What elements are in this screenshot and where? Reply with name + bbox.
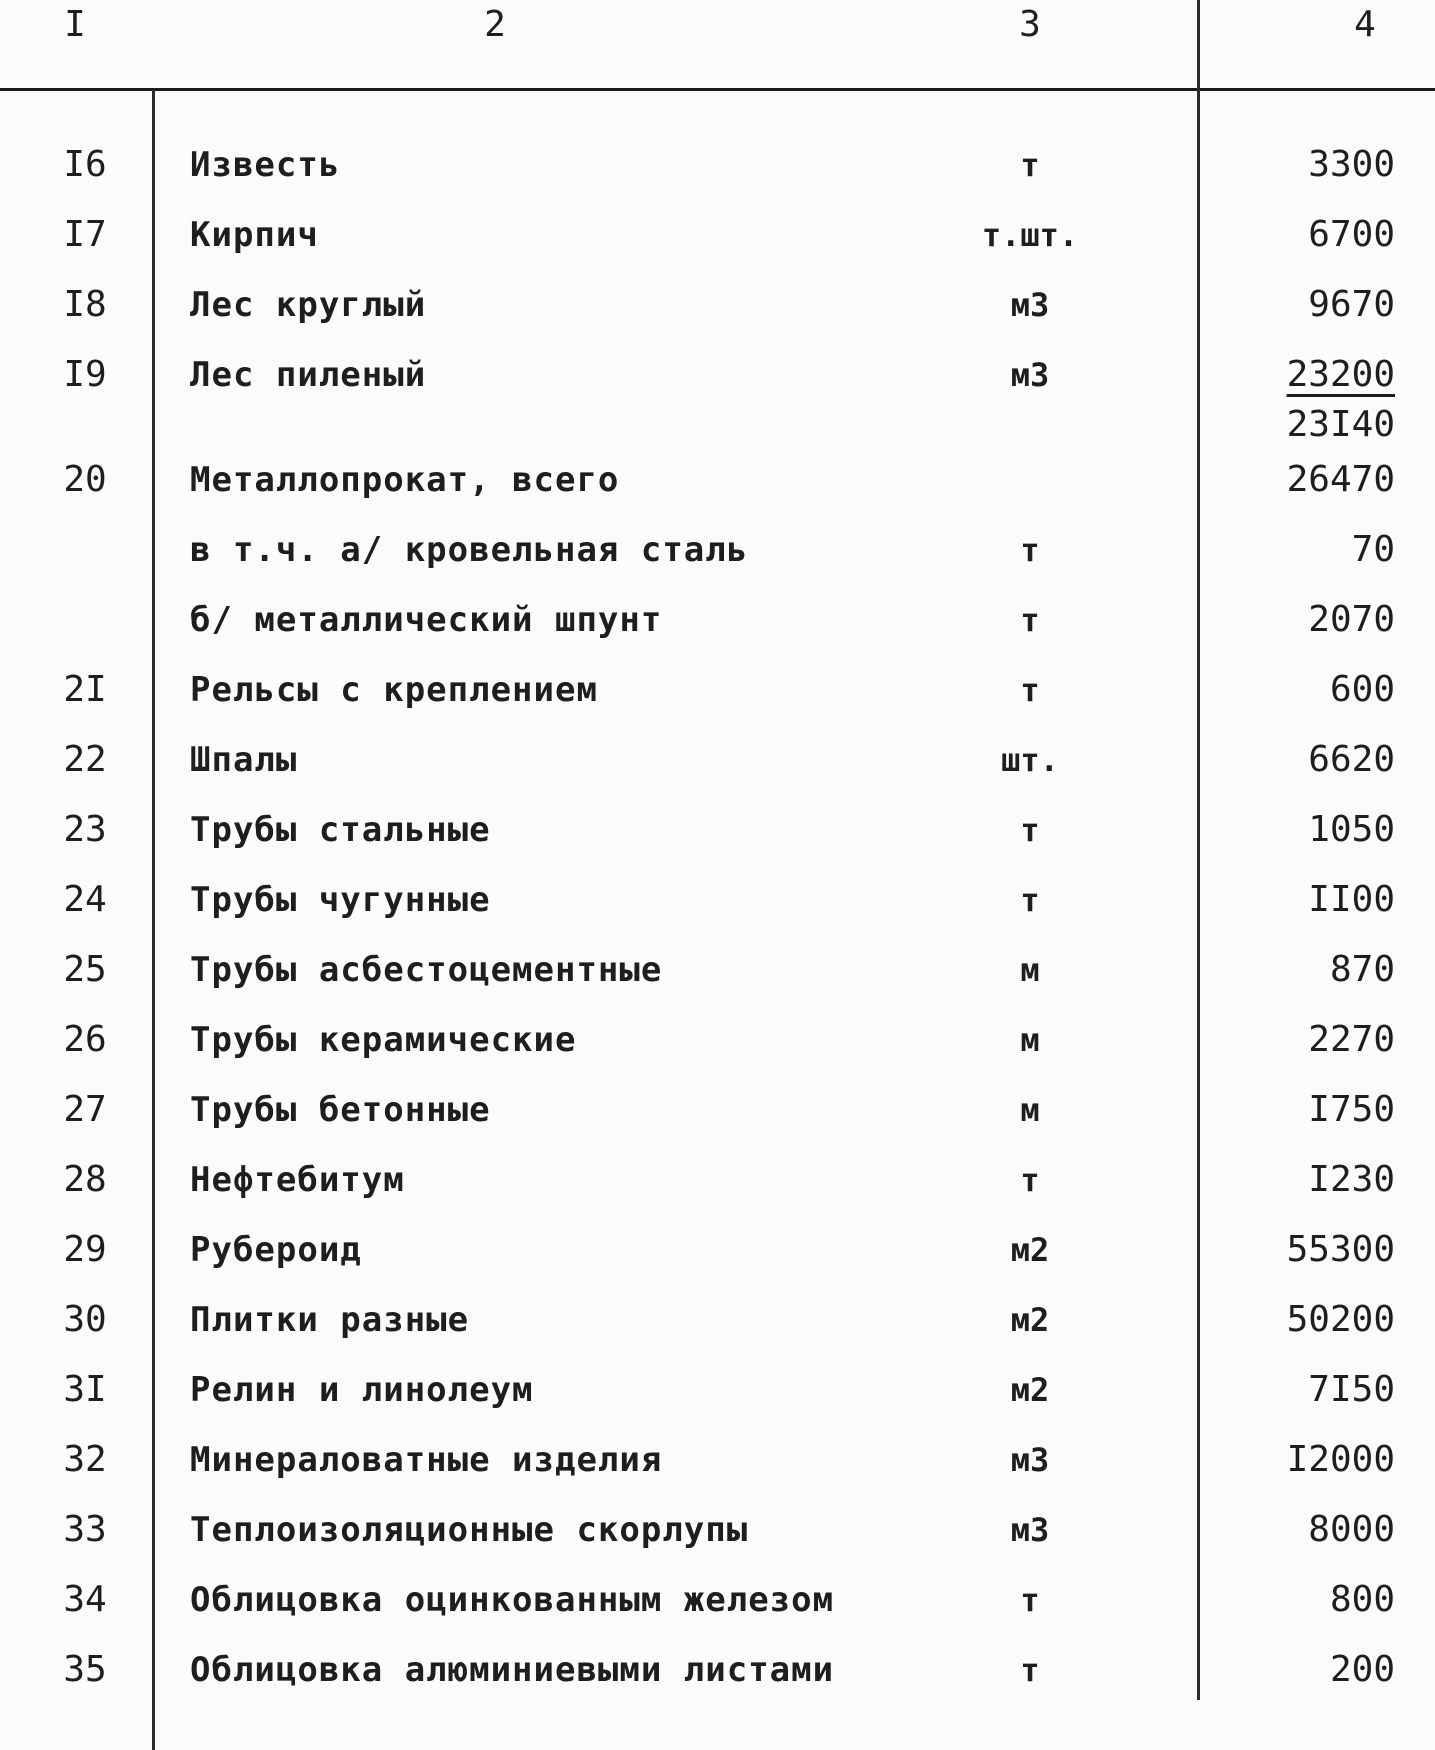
item-name: Трубы бетонные: [190, 1090, 491, 1130]
item-name: Облицовка оцинкованным железом: [190, 1580, 835, 1620]
item-name: Металлопрокат, всего: [190, 460, 620, 500]
unit: т: [1020, 146, 1040, 184]
row-number: 33: [63, 1509, 107, 1550]
item-name: Трубы асбестоцементные: [190, 950, 663, 990]
quantity: 50200: [1286, 1299, 1395, 1340]
quantity: I230: [1308, 1159, 1395, 1200]
row-number: 27: [63, 1089, 107, 1130]
quantity: 9670: [1308, 284, 1395, 325]
row-number: 24: [63, 879, 107, 920]
header-rule: [0, 88, 1435, 91]
row-number: I6: [63, 144, 107, 185]
row-number: I8: [63, 284, 107, 325]
unit: м3: [1010, 286, 1050, 324]
item-name: Плитки разные: [190, 1300, 470, 1340]
table-row: [0, 1220, 1435, 1280]
unit: м2: [1010, 1231, 1050, 1269]
quantity: 70: [1351, 529, 1395, 570]
row-number: 30: [63, 1299, 107, 1340]
table-row: [0, 135, 1435, 195]
item-name: в т.ч. а/ кровельная сталь: [190, 530, 749, 570]
row-number: 29: [63, 1229, 107, 1270]
quantity: 6620: [1308, 739, 1395, 780]
item-name: Релин и линолеум: [190, 1370, 534, 1410]
quantity: I750: [1308, 1089, 1395, 1130]
header-col-1: I: [64, 4, 86, 45]
row-number: 2I: [63, 669, 107, 710]
table-row: [0, 1010, 1435, 1070]
item-name: Облицовка алюминиевыми листами: [190, 1650, 835, 1690]
quantity: 800: [1329, 1579, 1395, 1620]
quantity: 3300: [1308, 144, 1395, 185]
table-row: [0, 1640, 1435, 1700]
row-number: 22: [63, 739, 107, 780]
table-row: [0, 660, 1435, 720]
unit: м: [1020, 951, 1040, 989]
item-name: б/ металлический шпунт: [190, 600, 663, 640]
unit: м3: [1010, 1511, 1050, 1549]
table-row: [0, 1360, 1435, 1420]
table-row: [0, 1430, 1435, 1490]
row-number: I7: [63, 214, 107, 255]
item-name: Трубы керамические: [190, 1020, 577, 1060]
unit: шт.: [1001, 741, 1059, 779]
quantity: 2070: [1308, 599, 1395, 640]
header-col-2: 2: [484, 4, 506, 45]
quantity: 55300: [1286, 1229, 1395, 1270]
item-name: Лес пиленый: [190, 355, 427, 395]
header-col-3: 3: [1019, 4, 1041, 45]
unit: м: [1020, 1091, 1040, 1129]
table-row: [0, 1150, 1435, 1210]
row-number: 28: [63, 1159, 107, 1200]
quantity: 26470: [1286, 459, 1395, 500]
item-name: Рубероид: [190, 1230, 362, 1270]
item-name: Рельсы с креплением: [190, 670, 598, 710]
row-number: 34: [63, 1579, 107, 1620]
unit: м: [1020, 1021, 1040, 1059]
table-row: [0, 520, 1435, 580]
item-name: Нефтебитум: [190, 1160, 405, 1200]
row-number: 35: [63, 1649, 107, 1690]
unit: т: [1020, 1581, 1040, 1619]
table-row: [0, 1290, 1435, 1350]
row-number: 20: [63, 459, 107, 500]
quantity: 200: [1329, 1649, 1395, 1690]
quantity: 8000: [1308, 1509, 1395, 1550]
unit: м3: [1010, 1441, 1050, 1479]
quantity: I2000: [1286, 1439, 1395, 1480]
row-number: 32: [63, 1439, 107, 1480]
row-number: 25: [63, 949, 107, 990]
quantity: 7I50: [1308, 1369, 1395, 1410]
header-col-4: 4: [1354, 4, 1376, 45]
item-name: Трубы стальные: [190, 810, 491, 850]
item-name: Шпалы: [190, 740, 298, 780]
table-row: [0, 870, 1435, 930]
table-row: [0, 800, 1435, 860]
item-name: Известь: [190, 145, 341, 185]
row-number: I9: [63, 354, 107, 395]
row-number: 3I: [63, 1369, 107, 1410]
quantity: II00: [1308, 879, 1395, 920]
unit: м2: [1010, 1301, 1050, 1339]
quantity: 870: [1329, 949, 1395, 990]
unit: т: [1020, 1651, 1040, 1689]
item-name: Теплоизоляционные скорлупы: [190, 1510, 749, 1550]
item-name: Лес круглый: [190, 285, 427, 325]
item-name: Минераловатные изделия: [190, 1440, 663, 1480]
row-number: 26: [63, 1019, 107, 1060]
quantity: 600: [1329, 669, 1395, 710]
table-row: [0, 345, 1435, 405]
unit: т: [1020, 531, 1040, 569]
unit: т: [1020, 881, 1040, 919]
table-row: [0, 1500, 1435, 1560]
unit: т: [1020, 1161, 1040, 1199]
table-row: [0, 1570, 1435, 1630]
table-row: [0, 730, 1435, 790]
unit: т: [1020, 811, 1040, 849]
unit: т: [1020, 671, 1040, 709]
table-row: [0, 940, 1435, 1000]
table-row: [0, 450, 1435, 510]
quantity: 1050: [1308, 809, 1395, 850]
quantity: 2270: [1308, 1019, 1395, 1060]
quantity: 23200: [1286, 354, 1395, 395]
table-row: [0, 275, 1435, 335]
table-row: [0, 1080, 1435, 1140]
unit: т: [1020, 601, 1040, 639]
row-number: 23: [63, 809, 107, 850]
quantity: 6700: [1308, 214, 1395, 255]
item-name: Трубы чугунные: [190, 880, 491, 920]
unit: м2: [1010, 1371, 1050, 1409]
table-row: [0, 590, 1435, 650]
unit: м3: [1010, 356, 1050, 394]
item-name: Кирпич: [190, 215, 319, 255]
quantity-revised: 23I40: [1286, 404, 1395, 445]
unit: т.шт.: [981, 216, 1079, 254]
table-row: [0, 205, 1435, 265]
